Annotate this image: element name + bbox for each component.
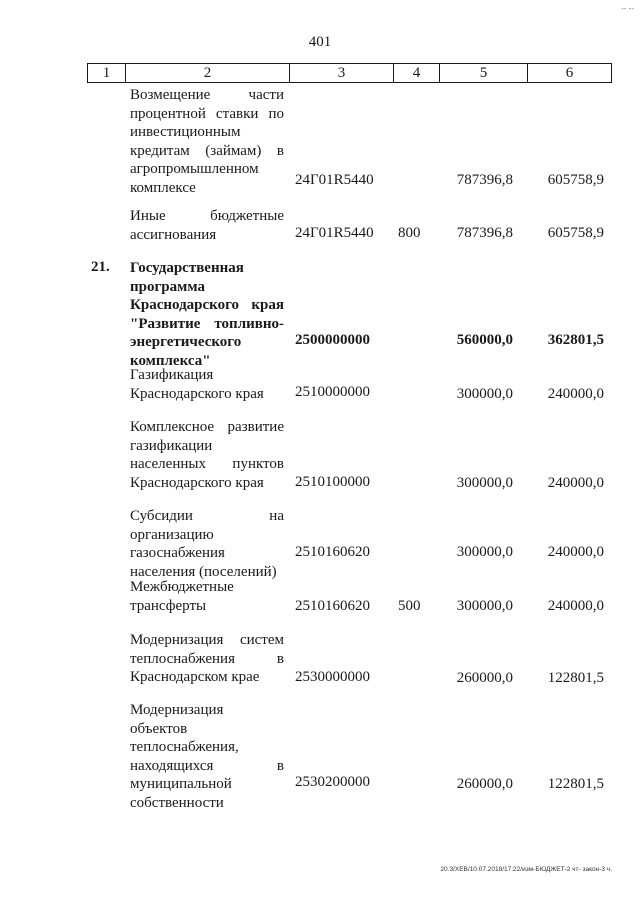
row-value-col5: 787396,8 — [456, 172, 513, 188]
row-value-col6: 362801,5 — [547, 332, 604, 348]
footer-document-code: 20.3/ХЕВ/10.07.2018/17:22/изм-БЮДЖЕТ-2 чт- закон-3 ч. — [440, 866, 612, 873]
header-col-2: 2 — [126, 64, 290, 82]
row-value-col5: 300000,0 — [456, 386, 513, 402]
row-value-col6: 240000,0 — [547, 544, 604, 560]
row-description: Газификация Краснодарского края — [130, 367, 264, 402]
row-value-col5: 300000,0 — [456, 544, 513, 560]
row-code: 24Г01R5440 — [295, 172, 374, 188]
header-col-4: 4 — [394, 64, 440, 82]
header-col-3: 3 — [290, 64, 394, 82]
row-value-col6: 240000,0 — [547, 475, 604, 491]
row-value-col6: 240000,0 — [547, 386, 604, 402]
row-expense-type: 500 — [398, 598, 421, 614]
row-code: 2510160620 — [295, 544, 370, 560]
row-description: Государственная программа Краснодарского края "Развитие топливно-энергетического комплекса" — [130, 260, 284, 369]
row-description: Субсидии на организацию газоснабжения населения (поселений) — [130, 508, 284, 580]
corner-scan-mark: -- -- — [621, 4, 634, 13]
row-expense-type: 800 — [398, 225, 421, 241]
page-number: 401 — [308, 34, 332, 50]
row-code: 2530200000 — [295, 774, 370, 790]
row-code: 2500000000 — [295, 332, 370, 348]
row-value-col5: 787396,8 — [456, 225, 513, 241]
header-col-1: 1 — [88, 64, 126, 82]
row-value-col6: 122801,5 — [547, 776, 604, 792]
header-col-5: 5 — [440, 64, 528, 82]
row-number: 21. — [91, 259, 110, 275]
row-description: Модернизация объектов теплоснабжения, находящихся в муниципальной собственности — [130, 702, 284, 811]
row-description: Модернизация систем теплоснабжения в Краснодарском крае — [130, 632, 284, 685]
row-description: Межбюджетные трансферты — [130, 579, 234, 614]
row-value-col6: 605758,9 — [547, 172, 604, 188]
row-value-col5: 300000,0 — [456, 598, 513, 614]
row-value-col6: 122801,5 — [547, 670, 604, 686]
row-code: 24Г01R5440 — [295, 225, 374, 241]
table-header-row — [87, 63, 612, 83]
row-value-col5: 260000,0 — [456, 776, 513, 792]
row-value-col6: 605758,9 — [547, 225, 604, 241]
header-col-6: 6 — [565, 65, 574, 81]
row-value-col5: 260000,0 — [456, 670, 513, 686]
row-description: Комплексное развитие газификации населенных пунктов Краснодарского края — [130, 419, 284, 491]
row-code: 2530000000 — [295, 669, 370, 685]
row-value-col5: 300000,0 — [456, 475, 513, 491]
row-value-col5: 560000,0 — [456, 332, 513, 348]
row-code: 2510000000 — [295, 384, 370, 400]
row-description: Иные бюджетные ассигнования — [130, 208, 284, 243]
row-description: Возмещение части процентной ставки по инвестиционным кредитам (займам) в агропромышленном комплексе — [130, 87, 284, 196]
row-code: 2510100000 — [295, 474, 370, 490]
row-code: 2510160620 — [295, 598, 370, 614]
row-value-col6: 240000,0 — [547, 598, 604, 614]
